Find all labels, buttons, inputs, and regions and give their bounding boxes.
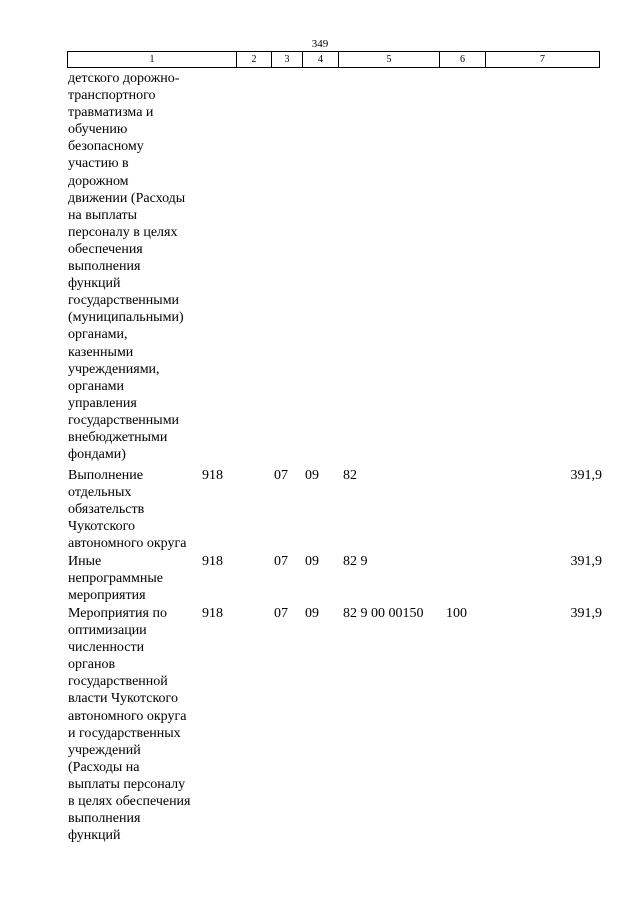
target-article-cell: 82 9 00 00150 [343, 606, 424, 621]
item-name-line: государственными [68, 293, 180, 309]
budget-code-cell: 918 [202, 606, 223, 621]
item-name-line: управления [68, 395, 137, 411]
subsection-cell: 09 [305, 606, 319, 621]
item-name-line: непрограммные [68, 571, 163, 587]
item-name-line: движении (Расходы [68, 190, 186, 206]
item-name-line: учреждениями, [68, 361, 160, 377]
target-article-cell: 82 9 [343, 554, 368, 569]
item-name-line: фондами) [68, 447, 126, 463]
column-header-1: 1 [68, 52, 237, 68]
column-header-row [68, 52, 600, 68]
item-name-line: выполнения [68, 811, 141, 827]
item-name-line: (муниципальными) [68, 310, 184, 326]
item-name-line: власти Чукотского [68, 691, 178, 707]
column-header-table [67, 51, 600, 68]
item-name-cell [68, 70, 202, 463]
item-name-line: обучению [68, 122, 128, 138]
amount-cell: 391,9 [570, 468, 602, 483]
item-name-line: Иные [68, 554, 102, 569]
budget-code-cell: 918 [202, 554, 223, 569]
item-name-line: транспортного [68, 88, 156, 104]
item-name-line: выполнения [68, 259, 141, 275]
item-name-line: персоналу в целях [68, 224, 178, 240]
item-name-line: мероприятия [68, 588, 146, 604]
item-name-line: органами [68, 378, 125, 394]
item-name-line: обязательств [68, 502, 145, 518]
column-header-3: 3 [272, 52, 303, 68]
item-name-cell [68, 605, 202, 844]
subsection-cell: 09 [305, 554, 319, 569]
column-header-6: 6 [440, 52, 486, 68]
item-name-line: дорожном [68, 173, 129, 189]
item-name-line: травматизма и [68, 105, 154, 121]
column-header-7: 7 [486, 52, 600, 68]
budget-code-cell: 918 [202, 468, 223, 483]
section-cell: 07 [274, 468, 288, 483]
section-cell: 07 [274, 554, 288, 569]
item-name-line: обеспечения [68, 241, 143, 257]
item-name-line: функций [68, 828, 121, 844]
subsection-cell: 09 [305, 468, 319, 483]
item-name-line: Чукотского [68, 519, 135, 535]
expense-type-cell: 100 [446, 606, 467, 621]
column-header-5: 5 [339, 52, 440, 68]
item-name-line: государственной [68, 674, 168, 690]
item-name-line: учреждений [68, 742, 141, 758]
column-header-4: 4 [303, 52, 339, 68]
amount-cell: 391,9 [570, 554, 602, 569]
item-name-line: автономного округа [68, 708, 187, 724]
item-name-line: (Расходы на [68, 759, 140, 775]
item-name-cell [68, 467, 202, 552]
item-name-line: органов [68, 657, 116, 673]
item-name-line: отдельных [68, 485, 132, 501]
item-name-line: выплаты персоналу [68, 776, 186, 792]
item-name-line: функций [68, 276, 121, 292]
item-name-line: автономного округа [68, 536, 187, 552]
item-name-line: в целях обеспечения [68, 794, 191, 810]
amount-cell: 391,9 [570, 606, 602, 621]
item-name-cell [68, 553, 202, 604]
item-name-line: детского дорожно- [68, 71, 180, 86]
section-cell: 07 [274, 606, 288, 621]
item-name-line: участию в [68, 156, 129, 172]
item-name-line: численности [68, 640, 145, 656]
item-name-line: безопасному [68, 139, 144, 155]
target-article-cell: 82 [343, 468, 357, 483]
item-name-line: Выполнение [68, 468, 143, 483]
item-name-line: и государственных [68, 725, 181, 741]
page-number: 349 [311, 38, 329, 50]
item-name-line: на выплаты [68, 207, 138, 223]
column-header-2: 2 [237, 52, 272, 68]
item-name-line: внебюджетными [68, 429, 168, 445]
item-name-line: государственными [68, 412, 180, 428]
item-name-line: Мероприятия по [68, 606, 167, 621]
item-name-line: органами, [68, 327, 128, 343]
item-name-line: казенными [68, 344, 134, 360]
item-name-line: оптимизации [68, 623, 147, 639]
